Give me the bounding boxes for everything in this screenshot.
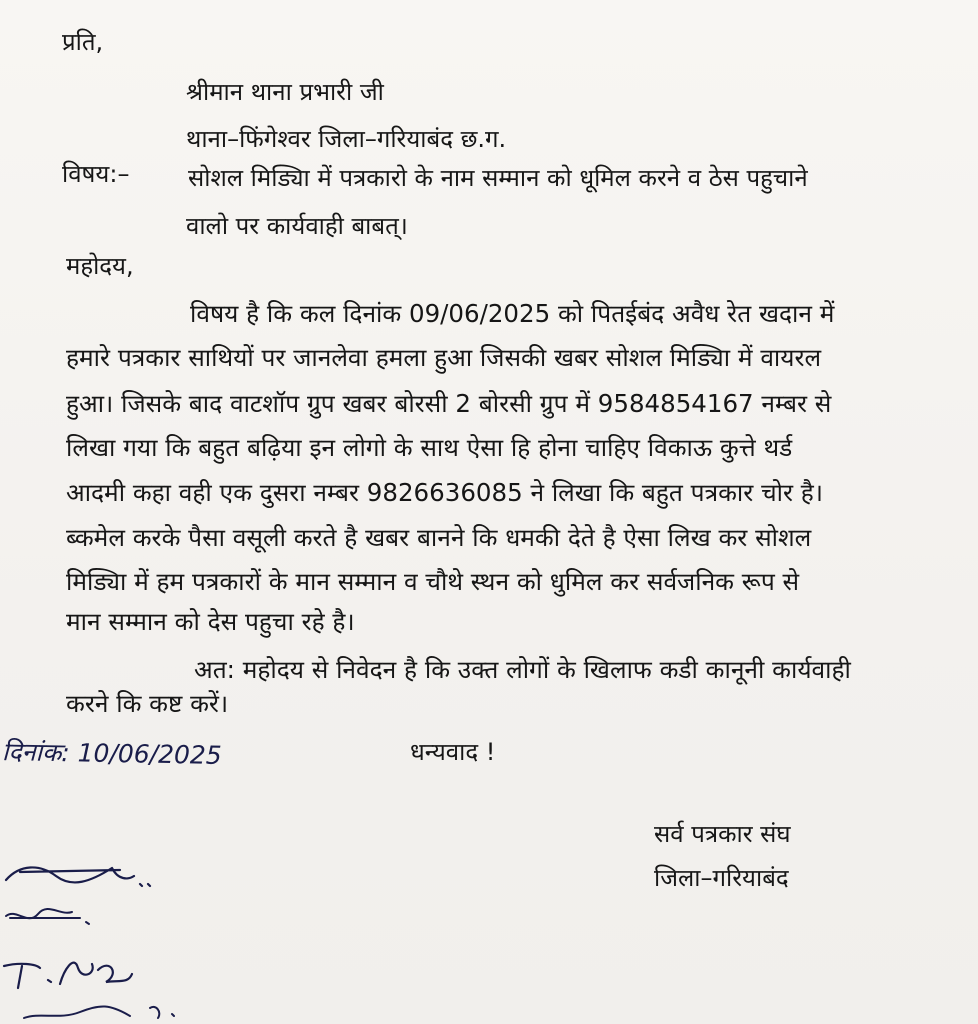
- signature-4: [0, 994, 180, 1024]
- request-line-2: करने कि कष्ट करें।: [66, 689, 229, 718]
- signature-1: [0, 850, 160, 894]
- body-line-3: हुआ। जिसके बाद वाटशॉप ग्रुप खबर बोरसी 2 बोरसी ग्रुप में 9584854167 नम्बर से: [66, 389, 832, 418]
- sender-line-2: जिला–गरियाबंद: [654, 864, 789, 892]
- request-line-1: अत: महोदय से निवेदन है कि उक्त लोगों के खिलाफ कडी कानूनी कार्यवाही: [194, 655, 851, 684]
- body-line-6: ब्कमेल करके पैसा वसूली करते है खबर बानने कि धमकी देते है ऐसा लिख कर सोशल: [66, 523, 812, 552]
- signature-3: [0, 944, 150, 1000]
- recipient-line-1: श्रीमान थाना प्रभारी जी: [186, 78, 384, 106]
- recipient-line-2: थाना–फिंगेश्वर जिला–गरियाबंद छ.ग.: [186, 125, 507, 153]
- subject-label: विषय:–: [62, 160, 130, 188]
- handwritten-date: दिनांक: 10/06/2025: [1, 737, 222, 770]
- signature-2: [0, 900, 120, 936]
- body-line-1: विषय है कि कल दिनांक 09/06/2025 को पितईबंद अवैध रेत खदान में: [190, 299, 835, 328]
- body-line-5: आदमी कहा वही एक दुसरा नम्बर 9826636085 ने लिखा कि बहुत पत्रकार चोर है।: [66, 478, 824, 507]
- body-line-7: मिड्यिा में हम पत्रकारों के मान सम्मान व चौथे स्थन को धुमिल कर सर्वजनिक रूप से: [66, 567, 800, 596]
- thanks-text: धन्यवाद !: [410, 738, 496, 766]
- sender-line-1: सर्व पत्रकार संघ: [654, 820, 791, 848]
- salutation: महोदय,: [66, 252, 134, 280]
- to-label: प्रति,: [62, 28, 104, 56]
- body-line-2: हमारे पत्रकार साथियों पर जानलेवा हमला हुआ जिसकी खबर सोशल मिड्यिा में वायरल: [66, 343, 822, 372]
- subject-line-1: सोशल मिड्यिा में पत्रकारो के नाम सम्मान को धूमिल करने व ठेस पहुचाने: [188, 164, 808, 192]
- subject-line-2: वालो पर कार्यवाही बाबत्।: [186, 212, 408, 240]
- body-line-8: मान सम्मान को देस पहुचा रहे है।: [66, 607, 355, 636]
- body-line-4: लिखा गया कि बहुत बढ़िया इन लोगो के साथ ऐसा हि होना चाहिए विकाऊ कुत्ते थर्ड: [66, 433, 793, 462]
